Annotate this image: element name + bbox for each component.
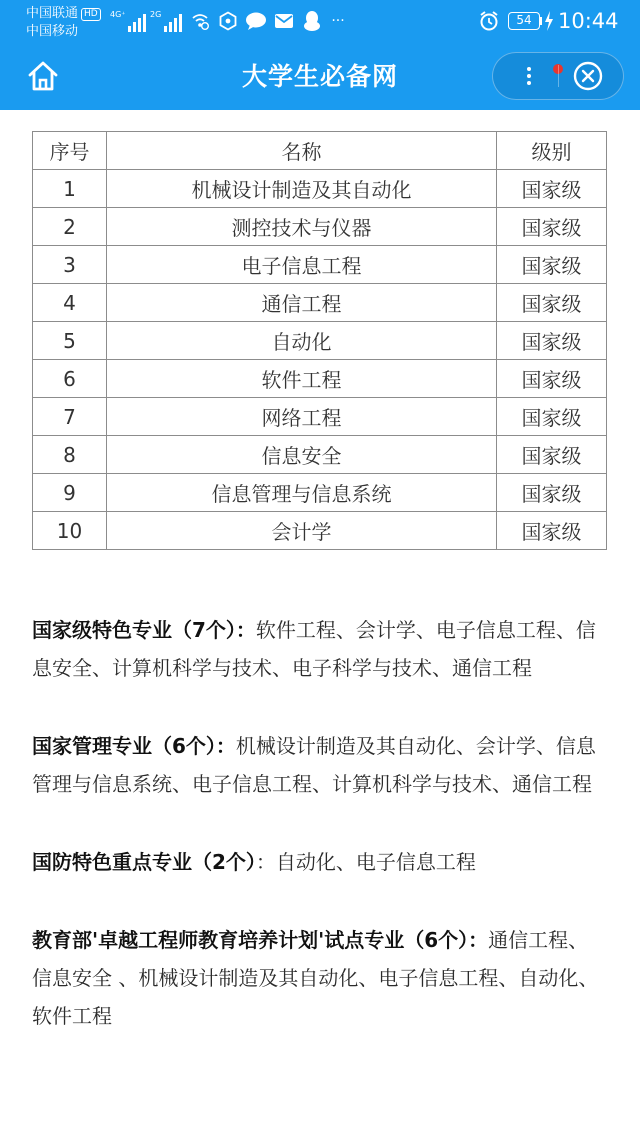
- cell-level: 国家级: [497, 170, 607, 208]
- hexagon-app-icon: [216, 9, 240, 38]
- close-circle-icon: [573, 61, 603, 91]
- cell-name: 测控技术与仪器: [107, 208, 497, 246]
- table-row: [33, 322, 607, 360]
- cell-index: 7: [33, 398, 107, 436]
- cell-index: 3: [33, 246, 107, 284]
- cell-level: 国家级: [497, 208, 607, 246]
- paragraph-text: 机械设计制造及其自动化、会计学、信息管理与信息系统、电子信息工程、计算机科学与技术、通信工程: [32, 734, 596, 796]
- carrier-info: [26, 5, 101, 41]
- cell-index: 5: [33, 322, 107, 360]
- cell-level: 国家级: [497, 398, 607, 436]
- cell-name: 网络工程: [107, 398, 497, 436]
- paragraph-defense-key: [32, 843, 604, 881]
- hd-badge: HD: [81, 8, 101, 21]
- cell-name: 机械设计制造及其自动化: [107, 170, 497, 208]
- chat-bubble-icon: [244, 9, 268, 38]
- more-notifications-icon: ···: [331, 13, 345, 29]
- cell-level: 国家级: [497, 322, 607, 360]
- table-row: [33, 246, 607, 284]
- app-header: [0, 44, 640, 110]
- cell-level: 国家级: [497, 360, 607, 398]
- paragraph-national-management: [32, 727, 604, 803]
- mail-icon: [272, 9, 296, 37]
- paragraph-text: 软件工程、会计学、电子信息工程、信息安全、计算机科学与技术、电子科学与技术、通信工程: [32, 618, 596, 680]
- header-name: 名称: [107, 132, 497, 170]
- table-row: [33, 398, 607, 436]
- charging-icon: [544, 9, 554, 37]
- header-level: 级别: [497, 132, 607, 170]
- paragraph-text: 通信工程、信息安全 、机械设计制造及其自动化、电子信息工程、自动化、软件工程: [32, 928, 599, 1028]
- cell-index: 8: [33, 436, 107, 474]
- table-row: [33, 474, 607, 512]
- battery-tip: [540, 17, 542, 25]
- cell-name: 自动化: [107, 322, 497, 360]
- cell-level: 国家级: [497, 284, 607, 322]
- header-index: 序号: [33, 132, 107, 170]
- cell-index: 2: [33, 208, 107, 246]
- status-right: [470, 8, 640, 34]
- carrier-1-label: 中国联通: [26, 6, 79, 21]
- cell-name: 信息安全: [107, 436, 497, 474]
- paragraph-heading: 国家管理专业（6个）：: [32, 734, 236, 758]
- carrier-2-label: 中国移动: [26, 24, 79, 39]
- paragraph-text: ：自动化、电子信息工程: [255, 850, 476, 874]
- signal-1-icon: [110, 10, 146, 32]
- cell-index: 1: [33, 170, 107, 208]
- close-button[interactable]: [573, 61, 603, 91]
- status-bar: [0, 0, 640, 44]
- capsule-divider: [558, 65, 559, 87]
- mini-program-capsule: [492, 52, 624, 100]
- more-menu-button[interactable]: [511, 59, 547, 93]
- cell-name: 电子信息工程: [107, 246, 497, 284]
- majors-table-wrap: [32, 131, 607, 550]
- battery-icon: 54: [508, 12, 540, 30]
- cell-index: 10: [33, 512, 107, 550]
- paragraph-heading: 国防特色重点专业（2个）: [32, 850, 256, 874]
- majors-table: [32, 131, 607, 550]
- cell-level: 国家级: [497, 436, 607, 474]
- cell-name: 信息管理与信息系统: [107, 474, 497, 512]
- signal-2-icon: [150, 10, 184, 32]
- article-body: [32, 611, 604, 1075]
- paragraph-excellent-engineer: [32, 921, 604, 1035]
- cell-level: 国家级: [497, 246, 607, 284]
- cell-level: 国家级: [497, 474, 607, 512]
- top-bar: [0, 0, 640, 110]
- wifi-call-icon: [188, 9, 212, 38]
- cell-index: 6: [33, 360, 107, 398]
- paragraph-heading: 国家级特色专业（7个）：: [32, 618, 256, 642]
- table-row: [33, 170, 607, 208]
- clock-time: 10:44: [558, 9, 619, 33]
- table-row: [33, 360, 607, 398]
- network-2-label: 2G: [150, 10, 162, 19]
- table-row: [33, 208, 607, 246]
- cell-name: 软件工程: [107, 360, 497, 398]
- paragraph-heading: 教育部'卓越工程师教育培养计划'试点专业（6个）：: [32, 928, 489, 952]
- cell-index: 4: [33, 284, 107, 322]
- table-row: [33, 436, 607, 474]
- paragraph-national-featured: [32, 611, 604, 687]
- cell-level: 国家级: [497, 512, 607, 550]
- alarm-icon: [478, 10, 500, 38]
- network-1-label: 4G⁺: [110, 10, 126, 19]
- table-row: [33, 512, 607, 550]
- qq-penguin-icon: [300, 9, 324, 39]
- cell-index: 9: [33, 474, 107, 512]
- table-row: [33, 284, 607, 322]
- page-title: 大学生必备网: [241, 62, 398, 91]
- table-header-row: [33, 132, 607, 170]
- cell-name: 通信工程: [107, 284, 497, 322]
- cell-name: 会计学: [107, 512, 497, 550]
